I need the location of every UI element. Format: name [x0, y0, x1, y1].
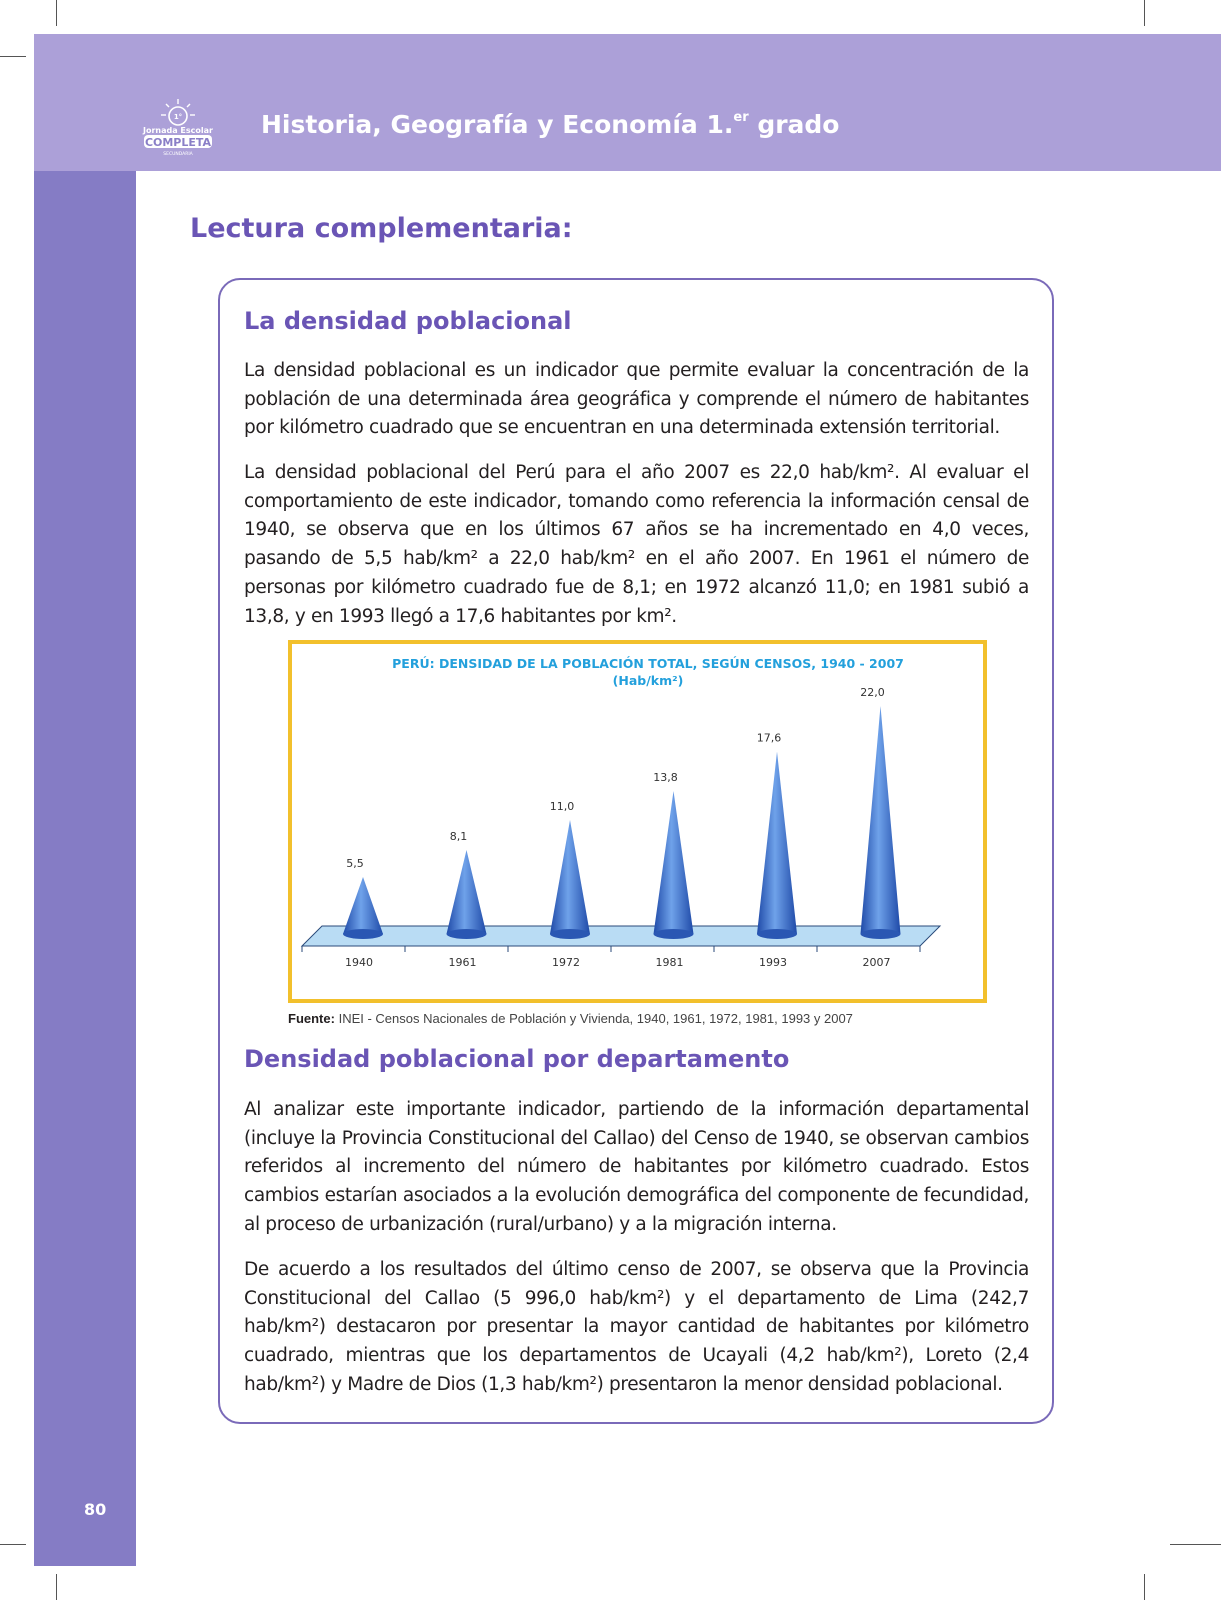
logo-badge: 1° — [173, 113, 183, 121]
header-title-prefix: Historia, Geografía y Economía 1. — [261, 110, 734, 139]
article-heading-2: Densidad poblacional por departamento — [244, 1045, 790, 1073]
chart-cones — [343, 686, 901, 939]
logo-line2: COMPLETA — [144, 136, 212, 149]
x-tick-label-1993: 1993 — [759, 956, 787, 969]
crop-mark — [0, 56, 26, 57]
cone-2007 — [860, 686, 900, 939]
logo — [138, 96, 218, 158]
paragraph-3: Al analizar este importante indicador, partiendo de la información departamental (incluye la Provincia Constitucional del Callao) del Censo de 1940, se observan cambios referidos al incremento del número de habitantes por kilómetro cuadrado. Estos cambios estarían asociados a la evolución demográfica del componente de fecundidad, al proceso de urbanización (rural/urbano) y a la migración interna. — [244, 1099, 1029, 1235]
chart-source — [288, 1011, 853, 1026]
cone-body — [757, 752, 797, 934]
x-tick-label-1972: 1972 — [552, 956, 580, 969]
logo-line1: Jornada Escolar — [143, 126, 213, 135]
cone-body — [550, 820, 590, 934]
cone-base — [861, 929, 901, 939]
value-label-1981: 13,8 — [653, 770, 678, 784]
value-label-1972: 11,0 — [549, 800, 575, 813]
header-title-suffix: grado — [748, 110, 840, 139]
chart-subtitle: (Hab/km²) — [612, 673, 684, 688]
value-label-2007: 22,0 — [860, 686, 885, 699]
logo-line3: SECUNDARIA — [163, 152, 193, 157]
x-tick-label-1981: 1981 — [655, 956, 684, 969]
article-heading-1: La densidad poblacional — [244, 307, 572, 335]
value-label-1940: 5,5 — [346, 857, 364, 870]
cone-1940 — [343, 857, 383, 939]
chart-x-ticks — [302, 946, 920, 969]
paragraph-1: La densidad poblacional es un indicador que permite evaluar la concentración de la población de una determinada área geográfica y comprende el número de habitantes por kilómetro cuadrado que se encuentran en una determinada extensión territorial. — [244, 360, 1029, 439]
chart-source-label: Fuente: — [288, 1011, 335, 1026]
cone-base — [654, 929, 694, 939]
density-chart — [292, 644, 983, 999]
crop-mark — [0, 1544, 26, 1545]
crop-mark — [56, 1574, 57, 1600]
paragraph-4: De acuerdo a los resultados del último censo de 2007, se observa que la Provincia Constitucional del Callao (5 996,0 hab/km²) y el departamento de Lima (242,7 hab/km²) destacaron por presentar la mayor cantidad de habitantes por kilómetro cuadrado, mientras que los departamentos de Ucayali (4,2 hab/km²), Loreto (2,4 hab/km²) y Madre de Dios (1,3 hab/km²) presentaron la menor densidad poblacional. — [244, 1259, 1029, 1395]
cone-body — [343, 877, 383, 934]
cone-base — [447, 929, 487, 939]
x-tick-label-1961: 1961 — [448, 956, 477, 969]
value-label-1993: 17,6 — [756, 731, 782, 745]
cone-1993 — [757, 732, 797, 939]
cone-body — [447, 850, 487, 934]
header-title — [261, 110, 839, 139]
page-number: 80 — [84, 1500, 107, 1519]
cone-body — [654, 791, 694, 934]
crop-mark — [56, 0, 57, 26]
header-title-sup: er — [733, 110, 749, 125]
chart-base-platform — [302, 926, 940, 946]
crop-mark — [1144, 1574, 1145, 1600]
cone-base — [757, 929, 797, 939]
cone-1972 — [550, 800, 590, 939]
value-label-1961: 8,1 — [449, 830, 468, 844]
chart-frame — [288, 640, 987, 1003]
paragraph-2: La densidad poblacional del Perú para el año 2007 es 22,0 hab/km². Al evaluar el comportamiento de este indicador, tomando como referencia la información censal de 1940, se observa que en los últimos 67 años se ha incrementado en 4,0 veces, pasando de 5,5 hab/km² a 22,0 hab/km² en el año 2007. En 1961 el número de personas por kilómetro cuadrado fue de 8,1; en 1972 alcanzó 11,0; en 1981 subió a 13,8, y en 1993 llegó a 17,6 habitantes por km². — [244, 462, 1029, 627]
crop-mark — [1170, 1544, 1221, 1545]
sidebar-band — [34, 171, 136, 1566]
x-tick-label-1940: 1940 — [345, 956, 373, 969]
section-title: Lectura complementaria: — [190, 213, 573, 244]
sun-icon — [161, 99, 195, 125]
x-tick-label-2007: 2007 — [862, 956, 891, 969]
crop-mark — [1144, 0, 1145, 26]
cone-1981 — [653, 771, 693, 939]
cone-base — [343, 929, 383, 939]
cone-1961 — [447, 830, 487, 939]
chart-source-text: INEI - Censos Nacionales de Población y Vivienda, 1940, 1961, 1972, 1981, 1993 y 2007 — [338, 1011, 853, 1026]
chart-title: PERÚ: DENSIDAD DE LA POBLACIÓN TOTAL, SEGÚN CENSOS, 1940 - 2007 — [392, 656, 904, 671]
cone-base — [550, 929, 590, 939]
cone-body — [861, 706, 901, 934]
